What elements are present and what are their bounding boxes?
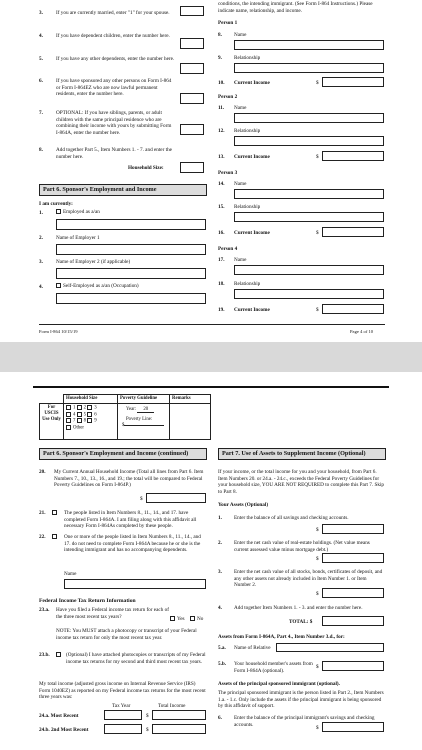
currently-label: I am currently: xyxy=(39,201,73,207)
size-checkbox[interactable] xyxy=(66,425,71,430)
relative-name-label: Name of Relative xyxy=(234,645,271,651)
item-number: 14. xyxy=(218,181,225,187)
item-number: 5. xyxy=(39,56,43,62)
dollar-sign: $ xyxy=(316,307,319,313)
person4-income-field[interactable] xyxy=(322,304,384,314)
dollar-sign: $ xyxy=(140,496,143,502)
year-field[interactable]: 20 xyxy=(137,407,154,413)
item-number: 5.b. xyxy=(218,661,227,667)
note-text: NOTE: You MUST attach a photocopy or transcript of your Federal income tax return for only the most recent tax year. xyxy=(56,628,197,641)
item-number: 9. xyxy=(218,55,222,61)
item-number: 2. xyxy=(218,540,222,546)
page-number: Page 4 of 10 xyxy=(350,329,374,334)
yes-option[interactable] xyxy=(170,616,185,623)
no-label: No xyxy=(197,616,204,622)
person3-income-field[interactable] xyxy=(322,227,384,237)
top-rule xyxy=(33,386,389,388)
person3-relationship-field[interactable] xyxy=(234,212,384,222)
person2-relationship-field[interactable] xyxy=(234,136,384,146)
size-checkbox[interactable] xyxy=(66,405,71,410)
total-label: TOTAL: $ xyxy=(289,619,313,625)
part7-intro: If your income, or the total income for you and your household, from Part 6. Item Numbers 20. or 24.a. - 24.c., exceeds the Federal Poverty Guidelines for your household size, YOU ARE NOT REQUIRED to complete this Part 7. Skip to Part 8. xyxy=(218,469,384,495)
dependent-children-field[interactable] xyxy=(180,38,204,49)
right-intro: conditions, the intending immigrant. (See Form I-864 Instructions.) Please indicate name, relationship, and income. xyxy=(218,1,373,14)
size-label: 6 xyxy=(94,412,97,418)
asset2-text: Enter the net cash value of real-estate holdings. (Net value means current assessed value minus mortgage debt.) xyxy=(234,540,370,553)
asset3-field[interactable] xyxy=(322,588,384,598)
item-number: 12. xyxy=(218,128,225,134)
size-label: 9 xyxy=(94,418,97,424)
dollar-sign: $ xyxy=(316,556,319,562)
person1-heading: Person 1 xyxy=(218,20,238,26)
item-number: 1. xyxy=(218,515,222,521)
item-number: 7. xyxy=(39,110,43,116)
dollar-sign: $ xyxy=(316,527,319,533)
item-number: 1. xyxy=(39,210,43,216)
household-size-header: Household Size xyxy=(64,395,118,404)
item-number: 13. xyxy=(218,154,225,160)
item-number: 19. xyxy=(218,307,225,313)
relationship-label: Relationship xyxy=(234,204,261,210)
current-income-label: Current Income xyxy=(234,230,270,236)
dollar-sign: $ xyxy=(316,154,319,160)
item-number: 8. xyxy=(218,32,222,38)
item24a-label: 24.a. Most Recent xyxy=(39,713,79,719)
size-checkbox[interactable] xyxy=(87,418,92,423)
dollar-sign: $ xyxy=(146,713,149,719)
poverty-line-label: Poverty Line: xyxy=(126,416,153,422)
item21-checkbox[interactable] xyxy=(52,510,59,517)
item-text: If you have dependent children, enter the number here. xyxy=(56,33,170,39)
asset6-text: Enter the balance of the principal immigrant's savings and checking accounts. xyxy=(234,715,375,728)
item24b-label: 24.b. 2nd Most Recent xyxy=(39,727,89,733)
item23a-text: Have you filed a Federal income tax return for each of the three most recent tax years? xyxy=(56,607,169,620)
item-text: OPTIONAL: If you have siblings, parents, or adult children with the same principal residence who are combining their income with yours by submitting Form I-864A, enter the number here. xyxy=(56,110,172,136)
name-label: Name xyxy=(64,571,77,577)
employed-checkbox[interactable] xyxy=(56,209,61,214)
item22-name-field[interactable] xyxy=(64,579,206,589)
item-number: 3. xyxy=(39,10,43,16)
poverty-guideline-cell xyxy=(118,403,170,439)
remarks-cell[interactable] xyxy=(170,403,211,439)
size-checkbox[interactable] xyxy=(77,412,82,417)
household-member-assets-text: Your household member's assets from Form I-864A (optional). xyxy=(234,661,313,674)
part7-heading: Part 7. Use of Assets to Supplement Income (Optional) xyxy=(218,448,386,460)
dollar-sign: $ xyxy=(316,80,319,86)
fed-tax-title: Federal Income Tax Return Information xyxy=(39,598,136,604)
assets-from-title: Assets from Form I-864A, Part 4., Item Number 3.d., for: xyxy=(218,634,345,640)
relationship-label: Relationship xyxy=(234,55,261,61)
self-employed-checkbox[interactable] xyxy=(56,283,61,288)
person2-income-field[interactable] xyxy=(322,151,384,161)
size-label: 7 xyxy=(73,418,76,424)
item-number: 22. xyxy=(39,534,46,540)
item23b-text: (Optional) I have attached photocopies or transcripts of my Federal income tax returns for my second and third most recent tax years. xyxy=(66,652,206,665)
item-number: 2. xyxy=(39,235,43,241)
item-text: If you have sponsored any other persons on Form I-864 or Form I-864EZ who are now lawful permanent residents, enter the number here. xyxy=(56,78,172,97)
person4-relationship-field[interactable] xyxy=(234,289,384,299)
item24b-year-field[interactable] xyxy=(104,724,142,734)
item-number: 6. xyxy=(218,715,222,721)
dollar-sign: $ xyxy=(316,664,319,670)
item-number: 4. xyxy=(39,33,43,39)
asset6-field[interactable] xyxy=(322,722,384,732)
employer2-label: Name of Employer 2 (if applicable) xyxy=(56,259,131,265)
size-checkbox[interactable] xyxy=(87,412,92,417)
item-number: 16. xyxy=(218,230,225,236)
person4-heading: Person 4 xyxy=(218,246,238,252)
part6-continued-heading: Part 6. Sponsor's Employment and Income (continued) xyxy=(39,448,207,460)
size-checkbox[interactable] xyxy=(87,405,92,410)
dollar-sign: $ xyxy=(122,422,125,428)
person2-heading: Person 2 xyxy=(218,94,238,100)
item-number: 23.b. xyxy=(39,652,50,658)
tax-year-header: Tax Year xyxy=(112,703,131,709)
employed-label: Employed as a/an xyxy=(63,209,100,215)
size-label: 5 xyxy=(83,412,87,418)
asset2-field[interactable] xyxy=(322,553,384,563)
size-label: 1 xyxy=(73,405,76,411)
person3-heading: Person 3 xyxy=(218,170,238,176)
household-income-field[interactable] xyxy=(146,493,206,503)
household-size-label: Household Size: xyxy=(128,165,164,171)
form-edition: Form I-864 10/15/19 xyxy=(39,329,78,334)
item-number: 4. xyxy=(218,605,222,611)
form-page-4 xyxy=(0,0,422,342)
size-label: 4 xyxy=(73,412,76,418)
size-label: 2 xyxy=(83,405,87,411)
item-number: 3. xyxy=(218,569,222,575)
item22-checkbox[interactable] xyxy=(52,534,59,541)
item-text: If you have any other dependents, enter the number here. xyxy=(56,56,175,62)
other-label: Other xyxy=(73,425,84,431)
year-label: Year: xyxy=(126,406,137,412)
item21-text: The people listed in Item Numbers 8., 11., 14., and 17. have completed Form I-864A. I am filing along with this affidavit all necessary Form I-864As completed by these people. xyxy=(64,510,197,529)
size-checkbox[interactable] xyxy=(77,418,82,423)
uscis-use-table xyxy=(39,394,211,440)
total-income-header: Total Income xyxy=(158,703,186,709)
poverty-guideline-header: Poverty Guideline xyxy=(118,395,170,404)
employer1-label: Name of Employer 1 xyxy=(56,235,100,241)
total-income-text: My total income (adjusted gross income on Internal Revenue Service (IRS) Form 1040EZ) as reported on my Federal income tax returns for the most recent three years was: xyxy=(39,681,206,700)
item-number: 18. xyxy=(218,281,225,287)
dollar-sign: $ xyxy=(316,725,319,731)
form-page-5 xyxy=(0,372,422,750)
spouse-count-field[interactable] xyxy=(180,6,204,16)
size-label: 3 xyxy=(94,405,97,411)
person2-name-field[interactable] xyxy=(234,113,384,123)
item20-text: My Current Annual Household Income (Total all lines from Part 6. Item Numbers 7., 10., 13., 16., and 19.; the total will be compared to Federal Poverty Guidelines on Form I-864P.) xyxy=(54,469,204,488)
size-checkbox[interactable] xyxy=(66,418,71,423)
item-number: 17. xyxy=(218,257,225,263)
item24a-year-field[interactable] xyxy=(104,710,142,720)
size-label: 8 xyxy=(83,418,87,424)
item-number: 6. xyxy=(39,78,43,84)
footer-rule xyxy=(39,324,385,325)
asset3-text: Enter the net cash value of all stocks, bonds, certificates of deposit, and any other assets not already included in Item Number 1. or Item Number 2. xyxy=(234,569,383,588)
current-income-label: Current Income xyxy=(234,154,270,160)
person4-name-field[interactable] xyxy=(234,265,384,275)
person1-name-field[interactable] xyxy=(234,40,384,50)
item-number: 10. xyxy=(218,80,225,86)
employed-option[interactable] xyxy=(56,209,100,216)
self-employed-field[interactable] xyxy=(56,293,206,304)
total-assets-field[interactable] xyxy=(322,616,384,626)
household-member-assets-field[interactable] xyxy=(322,661,384,671)
item-number: 23.a. xyxy=(39,607,50,613)
name-label: Name xyxy=(234,257,247,263)
your-assets-title: Your Assets (Optional) xyxy=(218,502,269,508)
dollar-sign: $ xyxy=(316,230,319,236)
item-text: If you are currently married, enter "1" for your spouse. xyxy=(56,10,170,16)
employer1-field[interactable] xyxy=(56,244,206,255)
self-employed-option[interactable] xyxy=(56,283,139,290)
asset1-field[interactable] xyxy=(322,524,384,534)
employer2-field[interactable] xyxy=(56,268,206,279)
relationship-label: Relationship xyxy=(234,281,261,287)
person3-name-field[interactable] xyxy=(234,189,384,199)
item22-text: One or more of the people listed in Item Numbers 8., 11., 14., and 17. do not need to complete Form I-864A because he or she is the intending immigrant and has no accompanying dependents. xyxy=(64,534,201,553)
self-employed-label: Self-Employed as a/an (Occupation) xyxy=(63,283,139,289)
item-number: 21. xyxy=(39,510,46,516)
item-number: 3. xyxy=(39,259,43,265)
item-number: 20. xyxy=(39,469,46,475)
household-size-field[interactable] xyxy=(180,162,204,173)
principal-text: The principal sponsored immigrant is the person listed in Part 2., Item Numbers 1.a. - 1.c. Only include the assets if the principal immigrant is being sponsored by this affidavit of support. xyxy=(218,690,384,709)
item-number: 5.a. xyxy=(218,645,226,651)
for-uscis-label: For USCIS Use Only xyxy=(40,403,64,439)
poverty-line-field[interactable] xyxy=(122,422,164,428)
relationship-label: Relationship xyxy=(234,128,261,134)
name-label: Name xyxy=(234,32,247,38)
other-dependents-field[interactable] xyxy=(180,63,204,74)
item23b-checkbox[interactable] xyxy=(56,652,63,659)
asset4-text: Add together Item Numbers 1. - 3. and enter the number here. xyxy=(234,605,363,611)
principal-title: Assets of the principal sponsored immigrant (optional). xyxy=(218,681,340,687)
person1-income-field[interactable] xyxy=(322,77,384,87)
dollar-sign: $ xyxy=(316,591,319,597)
current-income-label: Current Income xyxy=(234,307,270,313)
item-number: 4. xyxy=(39,284,43,290)
size-checkbox[interactable] xyxy=(77,405,82,410)
current-income-label: Current Income xyxy=(234,80,270,86)
item-number: 8. xyxy=(39,147,43,153)
sponsored-persons-field[interactable] xyxy=(180,93,204,104)
remarks-header: Remarks xyxy=(170,395,211,404)
person1-relationship-field[interactable] xyxy=(234,63,384,73)
item24a-income-field[interactable] xyxy=(152,710,206,720)
occupation-field[interactable] xyxy=(56,219,206,230)
size-checkbox[interactable] xyxy=(66,412,71,417)
item-number: 11. xyxy=(218,105,225,111)
yes-label: Yes xyxy=(177,616,185,622)
optional-relatives-field[interactable] xyxy=(180,124,204,135)
item-text: Add together Part 5., Item Numbers 1. - 7. and enter the number here. xyxy=(56,147,172,160)
asset1-text: Enter the balance of all savings and checking accounts. xyxy=(234,515,349,521)
item-number: 15. xyxy=(218,204,225,210)
part6-heading: Part 6. Sponsor's Employment and Income xyxy=(39,184,207,196)
no-option[interactable] xyxy=(190,616,203,623)
name-label: Name xyxy=(234,105,247,111)
relative-name-field[interactable] xyxy=(276,643,384,652)
dollar-sign: $ xyxy=(146,727,149,733)
name-label: Name xyxy=(234,181,247,187)
item24b-income-field[interactable] xyxy=(152,724,206,734)
household-size-options xyxy=(64,403,118,439)
